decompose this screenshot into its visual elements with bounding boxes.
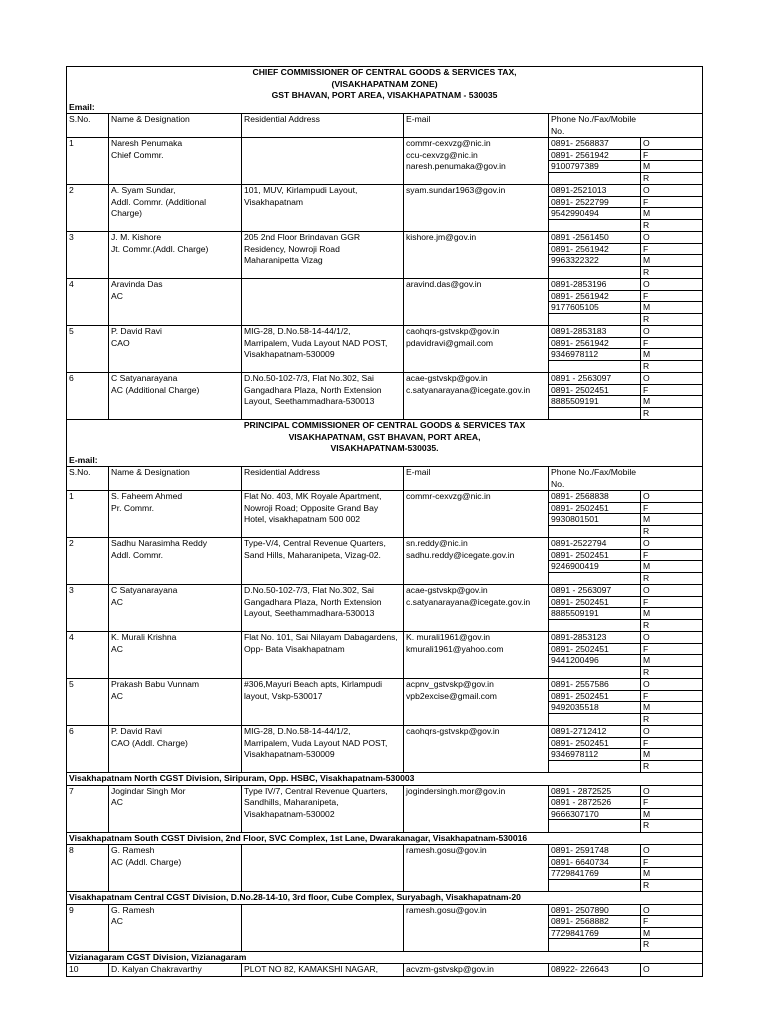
zone-header-line: PRINCIPAL COMMISSIONER OF CENTRAL GOODS & SERVICES TAX [67, 420, 703, 432]
phone-type-tag: O [641, 185, 702, 197]
phone-type-tag: R [643, 219, 650, 230]
table-row [67, 538, 703, 585]
residential-address: MIG-28, D.No.58-14-44/1/2, Marripalem, Vuda Layout NAD POST, Visakhapatnam-530009 [242, 326, 404, 373]
phone-type-tag: R [643, 760, 650, 771]
phone-numbers [549, 279, 641, 326]
serial-number: 9 [67, 904, 109, 951]
name-designation: G. Ramesh AC [109, 904, 242, 951]
phone-numbers [549, 326, 641, 373]
phone-type-tags [641, 138, 703, 185]
table-row [67, 785, 703, 832]
serial-number: 10 [67, 964, 109, 977]
phone-type-tag: M [641, 809, 702, 821]
phone-numbers [549, 585, 641, 632]
phone-number: 0891- 2568837 [549, 138, 640, 150]
phone-type-tags [641, 845, 703, 892]
email-address[interactable]: acpnv_gstvskp@gov.in vpb2excise@gmail.com [404, 679, 549, 726]
division-title: Visakhapatnam South CGST Division, 2nd Floor, SVC Complex, 1st Lane, Dwarakanagar, Visakhapatnam-530016 [67, 832, 703, 845]
table-row [67, 726, 703, 773]
phone-number: 0891- 2561942 [549, 150, 640, 162]
zone-header-row [67, 67, 703, 79]
phone-numbers [549, 632, 641, 679]
name-designation: Jogindar Singh Mor AC [109, 785, 242, 832]
phone-type-tag: F [641, 385, 702, 397]
phone-type-tag: R [643, 407, 650, 418]
email-address[interactable]: jogindersingh.mor@gov.in [404, 785, 549, 832]
phone-number: 9100797389 [549, 161, 640, 173]
phone-type-tag: F [641, 503, 702, 515]
phone-number: 0891 - 2563097 [549, 373, 640, 385]
phone-type-tags [641, 964, 703, 977]
residential-address [242, 279, 404, 326]
name-designation: J. M. Kishore Jt. Commr.(Addl. Charge) [109, 232, 242, 279]
col-name: Name & Designation [109, 114, 242, 138]
table-row [67, 632, 703, 679]
phone-type-tag: M [641, 608, 702, 620]
division-title-row [67, 951, 703, 964]
phone-type-tag: F [641, 150, 702, 162]
zone-header-line: CHIEF COMMISSIONER OF CENTRAL GOODS & SERVICES TAX, [67, 67, 703, 79]
phone-number: 0891- 6640734 [549, 857, 640, 869]
phone-type-tags [641, 632, 703, 679]
col-sno: S.No. [67, 467, 109, 491]
phone-number [549, 267, 640, 279]
division-title: Visakhapatnam North CGST Division, Siripuram, Opp. HSBC, Visakhapatnam-530003 [67, 773, 703, 786]
email-address[interactable]: acvzm-gstvskp@gov.in [404, 964, 549, 977]
phone-type-tag: R [643, 572, 650, 583]
phone-type-tag: M [641, 349, 702, 361]
table-row [67, 679, 703, 726]
table-row [67, 964, 703, 977]
phone-numbers [549, 904, 641, 951]
phone-number: 0891- 2507890 [549, 905, 640, 917]
zone-header-row [67, 432, 703, 444]
phone-number: 0891- 2502451 [549, 385, 640, 397]
phone-type-tag: F [641, 857, 702, 869]
name-designation: A. Syam Sundar, Addl. Commr. (Additional Charge) [109, 185, 242, 232]
table-row [67, 491, 703, 538]
phone-number [549, 408, 640, 420]
table-row [67, 373, 703, 420]
phone-type-tag: M [641, 208, 702, 220]
phone-number: 0891- 2561942 [549, 291, 640, 303]
phone-type-tags [641, 326, 703, 373]
serial-number: 2 [67, 538, 109, 585]
zone-header-line: VISAKHAPATNAM, GST BHAVAN, PORT AREA, [67, 432, 703, 444]
phone-number [549, 173, 640, 185]
phone-type-tag: F [641, 691, 702, 703]
phone-type-tags [641, 373, 703, 420]
phone-number [549, 526, 640, 538]
email-label-row [67, 102, 703, 114]
directory-table [66, 66, 703, 977]
phone-type-tag: M [641, 702, 702, 714]
phone-type-tag: R [643, 939, 650, 949]
residential-address: Flat No. 101, Sai Nilayam Dabagardens, Opp- Bata Visakhapatnam [242, 632, 404, 679]
zone-header-line: VISAKHAPATNAM-530035. [67, 443, 703, 455]
serial-number: 6 [67, 373, 109, 420]
email-address[interactable]: syam.sundar1963@gov.in [404, 185, 549, 232]
phone-type-tag: M [641, 928, 702, 940]
table-row [67, 904, 703, 951]
email-address[interactable]: commr-cexvzg@nic.in ccu-cexvzg@nic.in naresh.penumaka@gov.in [404, 138, 549, 185]
phone-type-tag: F [641, 597, 702, 609]
residential-address: Type IV/7, Central Revenue Quarters, Sandhills, Maharanipeta, Visakhapatnam-530002 [242, 785, 404, 832]
phone-type-tags [641, 585, 703, 632]
phone-type-tag: O [641, 373, 702, 385]
residential-address: 101, MUV, Kirlampudi Layout, Visakhapatnam [242, 185, 404, 232]
serial-number: 5 [67, 326, 109, 373]
zone-header-row [67, 79, 703, 91]
phone-type-tag: M [641, 561, 702, 573]
phone-type-tag: F [641, 550, 702, 562]
col-address: Residential Address [242, 114, 404, 138]
phone-type-tag: O [641, 138, 702, 150]
phone-number: 0891 - 2872526 [549, 797, 640, 809]
phone-type-tags [641, 785, 703, 832]
name-designation: P. David Ravi CAO (Addl. Charge) [109, 726, 242, 773]
zone-header-row [67, 420, 703, 432]
phone-number: 0891-2853123 [549, 632, 640, 644]
phone-type-tag: F [641, 197, 702, 209]
division-title-row [67, 773, 703, 786]
serial-number: 3 [67, 232, 109, 279]
phone-type-tag: F [641, 644, 702, 656]
phone-type-tags [641, 279, 703, 326]
serial-number: 1 [67, 491, 109, 538]
phone-number [549, 573, 640, 585]
column-header-row [67, 467, 703, 491]
residential-address: D.No.50-102-7/3, Flat No.302, Sai Gangadhara Plaza, North Extension Layout, Seethammadhara-530013 [242, 373, 404, 420]
phone-number: 9346978112 [549, 349, 640, 361]
phone-type-tag: R [643, 313, 650, 324]
phone-number [549, 714, 640, 726]
phone-number: 08922- 226643 [551, 964, 609, 974]
phone-type-tag: O [641, 726, 702, 738]
phone-numbers [549, 964, 641, 977]
phone-number: 0891 -2561450 [549, 232, 640, 244]
phone-type-tags [641, 185, 703, 232]
phone-type-tag: M [641, 255, 702, 267]
phone-number [549, 761, 640, 773]
phone-number: 9542990494 [549, 208, 640, 220]
name-designation: S. Faheem Ahmed Pr. Commr. [109, 491, 242, 538]
table-row [67, 326, 703, 373]
phone-number [549, 220, 640, 232]
phone-type-tag: O [641, 279, 702, 291]
name-designation: Prakash Babu Vunnam AC [109, 679, 242, 726]
residential-address: D.No.50-102-7/3, Flat No.302, Sai Gangadhara Plaza, North Extension Layout, Seethammadhara-530013 [242, 585, 404, 632]
residential-address [242, 138, 404, 185]
phone-number: 0891- 2502451 [549, 550, 640, 562]
residential-address: PLOT NO 82, KAMAKSHI NAGAR, [242, 964, 404, 977]
residential-address: Type-V/4, Central Revenue Quarters, Sand Hills, Maharanipeta, Vizag-02. [242, 538, 404, 585]
email-address[interactable]: caohqrs-gstvskp@gov.in [404, 726, 549, 773]
phone-number: 0891-2522794 [549, 538, 640, 550]
phone-type-tag: R [643, 172, 650, 183]
email-address[interactable]: kishore.jm@gov.in [404, 232, 549, 279]
phone-number: 9441200496 [549, 655, 640, 667]
serial-number: 1 [67, 138, 109, 185]
serial-number: 2 [67, 185, 109, 232]
phone-type-tag: R [643, 266, 650, 277]
serial-number: 5 [67, 679, 109, 726]
phone-number: 7729841769 [549, 928, 640, 940]
phone-type-tag: R [643, 666, 650, 677]
phone-number: 0891- 2522799 [549, 197, 640, 209]
phone-type-tag: O [641, 632, 702, 644]
phone-numbers [549, 138, 641, 185]
phone-number: 0891-2521013 [549, 185, 640, 197]
name-designation: Aravinda Das AC [109, 279, 242, 326]
phone-type-tag: F [641, 797, 702, 809]
phone-number: 0891- 2591748 [549, 845, 640, 857]
phone-type-tag: F [641, 916, 702, 928]
phone-number [549, 820, 640, 832]
name-designation: Sadhu Narasimha Reddy Addl. Commr. [109, 538, 242, 585]
phone-type-tag: O [641, 585, 702, 597]
table-row [67, 585, 703, 632]
zone-header-line: (VISAKHAPATNAM ZONE) [67, 79, 703, 91]
phone-type-tag: F [641, 338, 702, 350]
phone-type-tags [641, 679, 703, 726]
table-row [67, 232, 703, 279]
phone-type-tags [641, 726, 703, 773]
phone-type-tag: M [641, 161, 702, 173]
phone-type-tag: R [643, 619, 650, 630]
email-address[interactable]: K. murali1961@gov.in kmurali1961@yahoo.com [404, 632, 549, 679]
phone-number: 0891- 2502451 [549, 503, 640, 515]
phone-type-tags [641, 904, 703, 951]
email-address[interactable]: aravind.das@gov.in [404, 279, 549, 326]
email-address[interactable]: ramesh.gosu@gov.in [404, 904, 549, 951]
email-address[interactable]: ramesh.gosu@gov.in [404, 845, 549, 892]
phone-type-tag: O [641, 679, 702, 691]
phone-number: 0891 - 2872525 [549, 786, 640, 798]
col-phone: Phone No./Fax/Mobile No. [549, 467, 703, 491]
division-title: Vizianagaram CGST Division, Vizianagaram [67, 951, 703, 964]
phone-type-tag: R [643, 525, 650, 536]
phone-number [549, 361, 640, 373]
contact-directory-sheet [66, 66, 702, 977]
phone-number: 0891- 2502451 [549, 691, 640, 703]
phone-number [549, 939, 640, 951]
phone-number: 9963322322 [549, 255, 640, 267]
phone-type-tag: O [641, 491, 702, 503]
phone-type-tag: F [641, 244, 702, 256]
phone-type-tag: R [643, 360, 650, 371]
phone-number: 0891-2853196 [549, 279, 640, 291]
phone-type-tag: O [643, 964, 650, 974]
table-row [67, 185, 703, 232]
phone-type-tag: R [643, 820, 650, 830]
phone-number: 0891- 2568882 [549, 916, 640, 928]
name-designation: Naresh Penumaka Chief Commr. [109, 138, 242, 185]
phone-number: 0891-2853183 [549, 326, 640, 338]
email-label-row [67, 455, 703, 467]
division-title: Visakhapatnam Central CGST Division, D.No.28-14-10, 3rd floor, Cube Complex, Suryabagh, Visakhapatnam-20 [67, 892, 703, 905]
residential-address: #306,Mayuri Beach apts, Kirlampudi layout, Vskp-530017 [242, 679, 404, 726]
phone-number: 8885509191 [549, 396, 640, 408]
col-address: Residential Address [242, 467, 404, 491]
phone-numbers [549, 491, 641, 538]
phone-type-tag: M [641, 514, 702, 526]
residential-address: MIG-28, D.No.58-14-44/1/2, Marripalem, Vuda Layout NAD POST, Visakhapatnam-530009 [242, 726, 404, 773]
phone-type-tag: F [641, 291, 702, 303]
name-designation: P. David Ravi CAO [109, 326, 242, 373]
phone-number [549, 314, 640, 326]
serial-number: 3 [67, 585, 109, 632]
phone-numbers [549, 845, 641, 892]
table-row [67, 138, 703, 185]
phone-type-tag: M [641, 302, 702, 314]
phone-number: 9492035518 [549, 702, 640, 714]
phone-number: 9666307170 [549, 809, 640, 821]
email-address[interactable]: caohqrs-gstvskp@gov.in pdavidravi@gmail.com [404, 326, 549, 373]
col-email: E-mail [404, 114, 549, 138]
phone-number: 9346978112 [549, 749, 640, 761]
name-designation: G. Ramesh AC (Addl. Charge) [109, 845, 242, 892]
phone-type-tag: M [641, 396, 702, 408]
phone-type-tag: M [641, 868, 702, 880]
phone-number: 9930801501 [549, 514, 640, 526]
phone-type-tag: O [641, 845, 702, 857]
email-address[interactable]: sn.reddy@nic.in sadhu.reddy@icegate.gov.in [404, 538, 549, 585]
column-header-row [67, 114, 703, 138]
phone-number: 9177605105 [549, 302, 640, 314]
phone-type-tag: M [641, 655, 702, 667]
col-sno: S.No. [67, 114, 109, 138]
residential-address [242, 904, 404, 951]
email-address[interactable]: commr-cexvzg@nic.in [404, 491, 549, 538]
phone-type-tags [641, 491, 703, 538]
phone-numbers [549, 373, 641, 420]
serial-number: 7 [67, 785, 109, 832]
col-phone: Phone No./Fax/Mobile No. [549, 114, 703, 138]
phone-type-tag: R [643, 713, 650, 724]
phone-type-tag: O [641, 905, 702, 917]
serial-number: 4 [67, 632, 109, 679]
serial-number: 4 [67, 279, 109, 326]
table-row [67, 845, 703, 892]
email-label: Email: [67, 102, 703, 114]
table-row [67, 279, 703, 326]
phone-type-tag: O [641, 538, 702, 550]
phone-type-tag: M [641, 749, 702, 761]
email-address[interactable]: acae-gstvskp@gov.in c.satyanarayana@icegate.gov.in [404, 373, 549, 420]
phone-number: 0891- 2568838 [549, 491, 640, 503]
phone-number: 9246900419 [549, 561, 640, 573]
email-address[interactable]: acae-gstvskp@gov.in c.satyanarayana@icegate.gov.in [404, 585, 549, 632]
email-label: E-mail: [67, 455, 703, 467]
division-title-row [67, 892, 703, 905]
col-name: Name & Designation [109, 467, 242, 491]
phone-type-tag: O [641, 786, 702, 798]
phone-number: 7729841769 [549, 868, 640, 880]
phone-number: 0891-2712412 [549, 726, 640, 738]
name-designation: C Satyanarayana AC (Additional Charge) [109, 373, 242, 420]
phone-number: 0891- 2502451 [549, 738, 640, 750]
phone-numbers [549, 785, 641, 832]
phone-number: 0891- 2502451 [549, 644, 640, 656]
residential-address: Flat No. 403, MK Royale Apartment, Nowroji Road; Opposite Grand Bay Hotel, visakhapatnam 500 002 [242, 491, 404, 538]
zone-header-row [67, 90, 703, 102]
zone-header-row [67, 443, 703, 455]
phone-numbers [549, 679, 641, 726]
phone-number: 0891 - 2563097 [549, 585, 640, 597]
phone-number [549, 620, 640, 632]
phone-type-tag: O [641, 232, 702, 244]
phone-type-tags [641, 538, 703, 585]
division-title-row [67, 832, 703, 845]
zone-header-line: GST BHAVAN, PORT AREA, VISAKHAPATNAM - 530035 [67, 90, 703, 102]
name-designation: K. Murali Krishna AC [109, 632, 242, 679]
phone-type-tag: R [643, 879, 650, 890]
phone-number: 0891- 2557586 [549, 679, 640, 691]
serial-number: 8 [67, 845, 109, 892]
phone-type-tag: F [641, 738, 702, 750]
serial-number: 6 [67, 726, 109, 773]
name-designation: C Satyanarayana AC [109, 585, 242, 632]
phone-number: 8885509191 [549, 608, 640, 620]
phone-number: 0891- 2561942 [549, 244, 640, 256]
phone-number [549, 880, 640, 892]
phone-numbers [549, 232, 641, 279]
phone-type-tags [641, 232, 703, 279]
phone-numbers [549, 726, 641, 773]
name-designation: D. Kalyan Chakravarthy [109, 964, 242, 977]
phone-type-tag: O [641, 326, 702, 338]
phone-numbers [549, 185, 641, 232]
phone-number: 0891- 2561942 [549, 338, 640, 350]
residential-address [242, 845, 404, 892]
phone-number: 0891- 2502451 [549, 597, 640, 609]
residential-address: 205 2nd Floor Brindavan GGR Residency, Nowroji Road Maharanipetta Vizag [242, 232, 404, 279]
col-email: E-mail [404, 467, 549, 491]
phone-numbers [549, 538, 641, 585]
phone-number [549, 667, 640, 679]
